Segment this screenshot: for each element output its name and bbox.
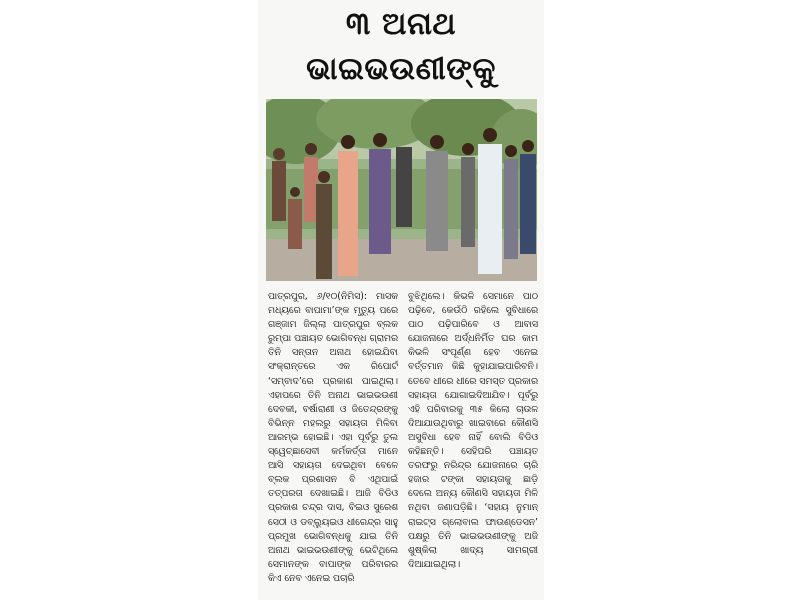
news-photo [266, 99, 537, 281]
article-column-2 [408, 290, 538, 598]
headline-line-1: ୩ ଅନାଥ ଭାଇଭଉଣୀଙ୍କୁ [306, 6, 496, 87]
photo-scene [266, 99, 537, 281]
article-column-1 [268, 290, 398, 598]
article-column-1-text: ପାତ୍ରପୁର, ୬/୧୦(ନିମିସ): ମାସକ ମଧ୍ୟରେ ବାପାମା’ଙ୍କ ମୃତ୍ୟୁ ପରେ ଗଞ୍ଜାମ ଜିଲ୍ଲା ପାତ୍ରପୁର ବ୍ଲକ ରୁମ୍ପା ପଞ୍ଚାୟତ ଭୋଗିବନ୍ଧ ଗ୍ରାମର ତିନି ସନ୍ତାନ ଅନାଥ ହୋଇଯିବା ସଂକ୍ରାନ୍ତରେ ଏକ ରିପୋର୍ଟ ‘ସମ୍ବାଦ’ରେ ପ୍ରକାଶ ପାଇଥିଲା। ଏହାପରେ ତିନି ଅନାଥ ଭାଇଭଉଣୀ ଦେବକୀ, ବର୍ଷାରାଣୀ ଓ ଜିତେନ୍ଦ୍ରଙ୍କୁ ବିଭିନ୍ନ ମହଲରୁ ସହାୟତା ମିଳିବା ଆରମ୍ଭ ହୋଇଛି। ଏହା ପୂର୍ବରୁ ତୁଲ ସ୍ୱେଚ୍ଛାସେବୀ କର୍ମକର୍ତ୍ତା ମାନେ ଆସି ସହାୟତା ଦେଇଥିବା ବେଳେ ବ୍ଲକ ପ୍ରଶାସନ ବି ଏଥିପାଇଁ ତତ୍ପରତା ଦେଖାଇଛି। ଆଜି ବିଡିଓ ପ୍ରକାଶ ଚନ୍ଦ୍ର ଦାସ, ବିଇଓ ସୁରେଶ ସେଠୀ ଓ ଡବ୍ଲ୍ୟୁଇଓ ଧୀରେନ୍ଦ୍ର ସାହୁ ପ୍ରମୁଖ ଭୋଗିବନ୍ଧକୁ ଯାଇ ତିନି ଅନାଥ ଭାଇଭଉଣୀଙ୍କୁ ଭେଟିଥିଲେ ସେମାନଙ୍କ ବାପାଙ୍କ ପରିବାରର କିଏ ନେବ ଏନେଇ ପଚାରି [268, 291, 398, 584]
article-column-2-text: ବୁଝିଥିଲେ। କିଭଳି ସେମାନେ ପାଠ ପଢ଼ିବେ, କେଉଁଠି ରହିଲେ ସୁବିଧାରେ ପାଠ ପଢ଼ିପାରିବେ ଓ ଆବାସ ଯୋଜନାରେ ଅର୍ଦ୍ଧନିର୍ମିତ ଘର କାମ କିଭଳି ସଂପୂର୍ଣ୍ଣ ହେବ ଏନେଇ ବର୍ତ୍ତମାନ କିଛି କୁହାଯାଇପାରିବନି। ତେବେ ଧୀରେ ଧୀରେ ସମସ୍ତ ପ୍ରକାର ସହାୟତା ଯୋଗାଇଦିଆଯିବ। ପୂର୍ବରୁ ଏହି ପରିବାରକୁ ୩୫ କିଲୋ ଚାଉଳ ଦିଆଯାଉଥିବାରୁ ଖାଇବାରେ କୌଣସି ଅସୁବିଧା ହେବ ନାହିଁ ବୋଲି ବିଡିଓ କହିଛନ୍ତି। ସେହିପରି ପଞ୍ଚାୟତ ତରଫରୁ ନରିନ୍ଦ୍ର ଯୋଜନାରେ ଚାରି ହଜାର ଟଙ୍କା ସହାୟତାକୁ ଛାଡ଼ି ଦେଲେ ଅନ୍ୟ କୌଣସି ସହାୟତା ମିଳି ନଥିବା ଜଣାପଡ଼ିଛି। ‘ସହାୟ ନୁମାନ୍ ରାଇଟ୍ସ ଗ୍ଲୋବାଲ ଫାଉଣ୍ଡେସନ’ ପକ୍ଷରୁ ତିନି ଭାଇଭଉଣୀଙ୍କୁ ଅଜି ଶୁଷ୍କିଲା ଖାଦ୍ୟ ସାମଗ୍ରୀ ଦିଆଯାଇଥିଲା। [408, 291, 538, 570]
article-body [268, 290, 538, 598]
